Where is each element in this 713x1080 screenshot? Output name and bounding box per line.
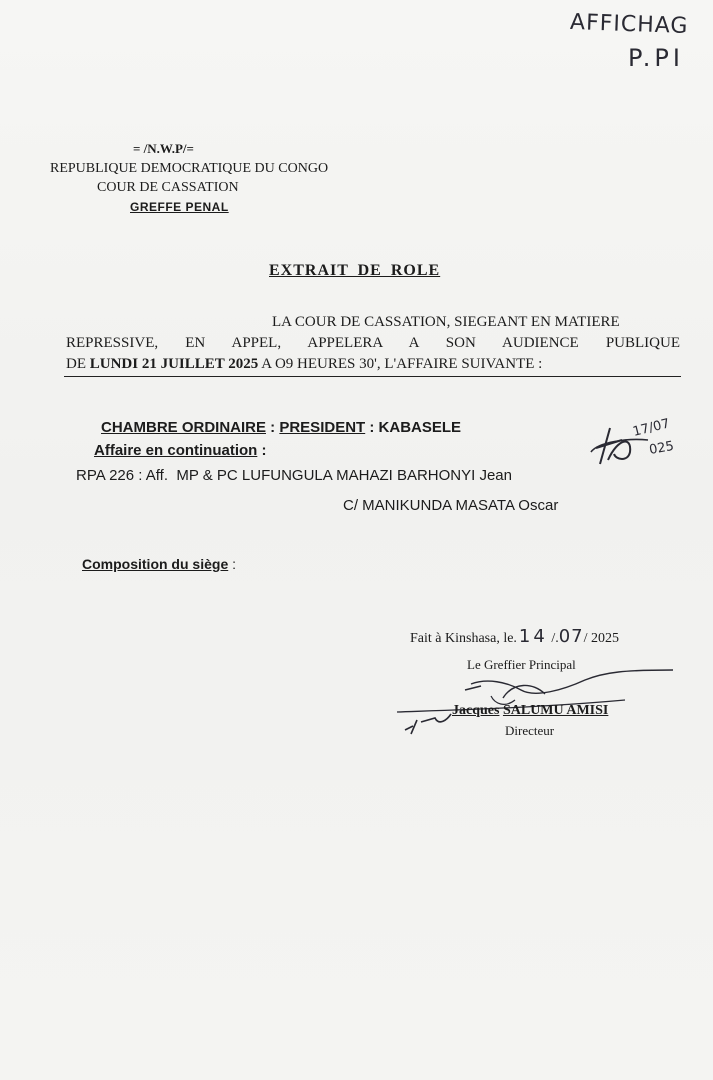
president-name: KABASELE — [378, 419, 462, 436]
signer-last-name: SALUMU AMISI — [502, 703, 609, 718]
president-sep: : — [365, 419, 379, 436]
stamp-date: 17/07 — [631, 418, 672, 440]
intro-line-3 — [66, 356, 542, 373]
date-year: 2025 — [591, 631, 620, 646]
intro-underline — [64, 376, 681, 377]
against-line: C/ MANIKUNDA MASATA Oscar — [343, 497, 559, 514]
intro-line-2: REPRESSIVE, EN APPEL, APPELERA A SON AUDIENCE PUBLIQUE — [66, 335, 680, 351]
header-code: = /N.W.P/= — [133, 141, 194, 156]
date-month: 07 — [558, 626, 584, 647]
chamber-line — [101, 419, 461, 436]
initials-scribble-icon — [588, 418, 700, 470]
intro-line-1: LA COUR DE CASSATION, SIEGEANT EN MATIERE — [272, 314, 620, 330]
signer-role: Le Greffier Principal — [467, 657, 576, 672]
chamber-sep: : — [266, 419, 280, 436]
header-court: COUR DE CASSATION — [97, 180, 239, 195]
date-day: 14 — [518, 626, 548, 647]
composition-label: Composition du siège — [82, 556, 229, 572]
signer-title: Directeur — [505, 723, 555, 738]
hearing-date: LUNDI 21 JUILLET 2025 — [89, 356, 259, 372]
place-prefix: Fait à Kinshasa, le — [410, 631, 514, 646]
president-label: PRESIDENT — [279, 419, 366, 436]
affaire-label: Affaire en continuation — [94, 442, 258, 459]
signer-first-name: Jacques — [452, 703, 500, 718]
initials-stamp — [588, 418, 700, 470]
composition-line — [82, 556, 236, 572]
page-title: EXTRAIT DE ROLE — [269, 262, 441, 279]
place-date-line: Fait à Kinshasa, le.14 /.07/ 2025 — [410, 626, 620, 647]
stamp-year: 025 — [648, 438, 676, 458]
chamber-label: CHAMBRE ORDINAIRE — [101, 419, 266, 436]
intro-line3-suffix: A O9 HEURES 30', L'AFFAIRE SUIVANTE : — [261, 356, 543, 372]
header-country: REPUBLIQUE DEMOCRATIQUE DU CONGO — [50, 161, 329, 176]
affaire-sep: : — [257, 442, 267, 459]
affaire-line — [94, 442, 267, 459]
intro-line3-prefix: DE — [66, 356, 86, 372]
composition-sep: : — [228, 556, 237, 572]
handwritten-note-line1: AFFICHAG — [569, 9, 689, 40]
handwritten-note-line2: P.PI — [628, 44, 684, 72]
signer-name-line — [452, 703, 608, 719]
case-line: RPA 226 : Aff. MP & PC LUFUNGULA MAHAZI BARHONYI Jean — [76, 467, 512, 484]
header-office: GREFFE PENAL — [130, 200, 229, 214]
